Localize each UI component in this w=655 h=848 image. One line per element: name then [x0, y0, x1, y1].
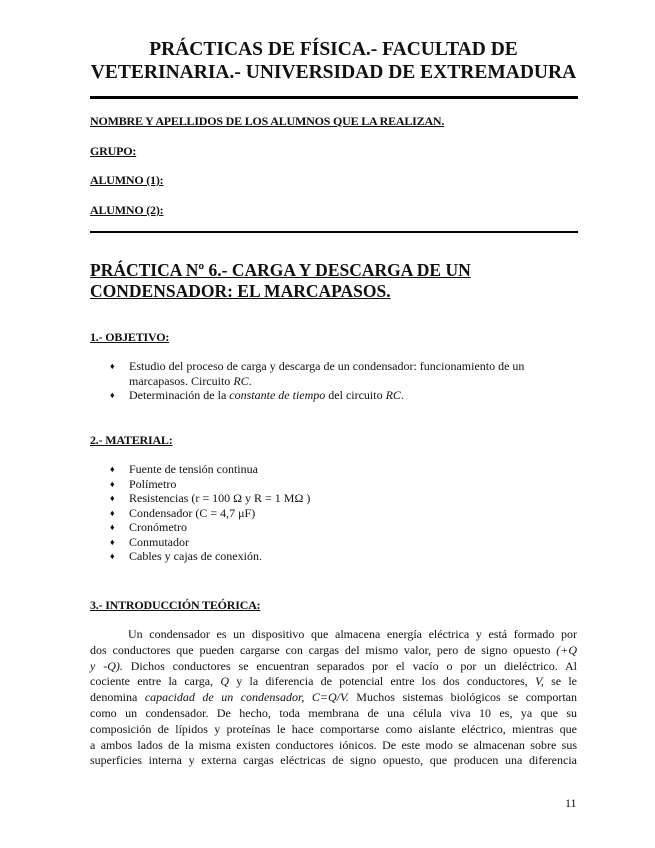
list-item: ♦ Cronómetro	[110, 520, 187, 534]
list-item: ♦ Polímetro	[110, 476, 177, 491]
student-1-field-label: ALUMNO (1):	[90, 173, 164, 187]
header-line-2: VETERINARIA.- UNIVERSIDAD DE EXTREMADURA	[90, 62, 577, 83]
bullet-diamond-icon: ♦	[110, 536, 115, 547]
practice-title	[90, 260, 471, 302]
header-line-1: PRÁCTICAS DE FÍSICA.- FACULTAD DE	[149, 39, 518, 60]
material-list	[110, 462, 310, 564]
bullet-diamond-icon: ♦	[110, 493, 115, 503]
student-2-field-label: ALUMNO (2):	[90, 203, 164, 217]
bullet-diamond-icon: ♦	[110, 464, 115, 474]
list-item: ♦ Fuente de tensión continua	[110, 462, 258, 476]
practice-title-line-2: CONDENSADOR: EL MARCAPASOS.	[90, 281, 391, 301]
bullet-diamond-icon: ♦	[110, 551, 115, 561]
intro-heading: 3.- INTRODUCCIÓN TEÓRICA:	[90, 598, 261, 612]
list-item: ♦ Cables y cajas de conexión.	[110, 549, 262, 563]
intro-paragraph: Un condensador es un dispositivo que almacena energía eléctrica y está formado por dos conductores que pueden cargarse con cargas del mismo valor, pero de signo opuesto (+Q y -Q). Dichos conductores se encuentran separados por el vacío o por un dieléctrico. Al cociente entre la carga, Q y la diferencia de potencial entre los dos conductores, V, se le denomina capacidad de un condensador, C=Q/V. Muchos sistemas biológicos se comportan como un condensador. De hecho, toda membrana de una célula viva 10 es, ya que su composición de lípidos y proteínas le hace comportarse como aislante eléctrico, mientras que a ambos lados de la misma existen conductores iónicos. De este modo se almacenan sobre sus superficies interna y externa cargas eléctricas de signo opuesto, que producen una diferencia	[90, 627, 578, 768]
names-field-label: NOMBRE Y APELLIDOS DE LOS ALUMNOS QUE LA REALIZAN.	[90, 114, 445, 128]
list-item: ♦ Resistencias (r = 100 Ω y R = 1 MΩ )	[110, 491, 311, 505]
document-header	[90, 38, 577, 84]
list-item: ♦ Determinación de la constante de tiempo del circuito RC.	[110, 388, 404, 402]
bullet-diamond-icon: ♦	[110, 390, 115, 400]
page-number: 11	[565, 796, 577, 810]
group-field-label: GRUPO:	[90, 144, 137, 158]
bullet-diamond-icon: ♦	[110, 361, 115, 371]
list-item: ♦ Estudio del proceso de carga y descarga de un condensador: funcionamiento de un marcapasos. Circuito RC.	[110, 359, 525, 388]
header-divider	[90, 96, 578, 99]
objective-list	[110, 359, 550, 403]
objective-heading: 1.- OBJETIVO:	[90, 330, 170, 344]
list-item: ♦ Condensador (C = 4,7 μF)	[110, 505, 256, 520]
practice-title-line-1: PRÁCTICA Nº 6.- CARGA Y DESCARGA DE UN	[90, 260, 471, 280]
fields-divider	[90, 231, 578, 233]
bullet-diamond-icon: ♦	[110, 507, 115, 518]
bullet-diamond-icon: ♦	[110, 478, 115, 489]
list-item: ♦ Conmutador	[110, 534, 189, 549]
bullet-diamond-icon: ♦	[110, 522, 115, 532]
material-heading: 2.- MATERIAL:	[90, 433, 173, 447]
